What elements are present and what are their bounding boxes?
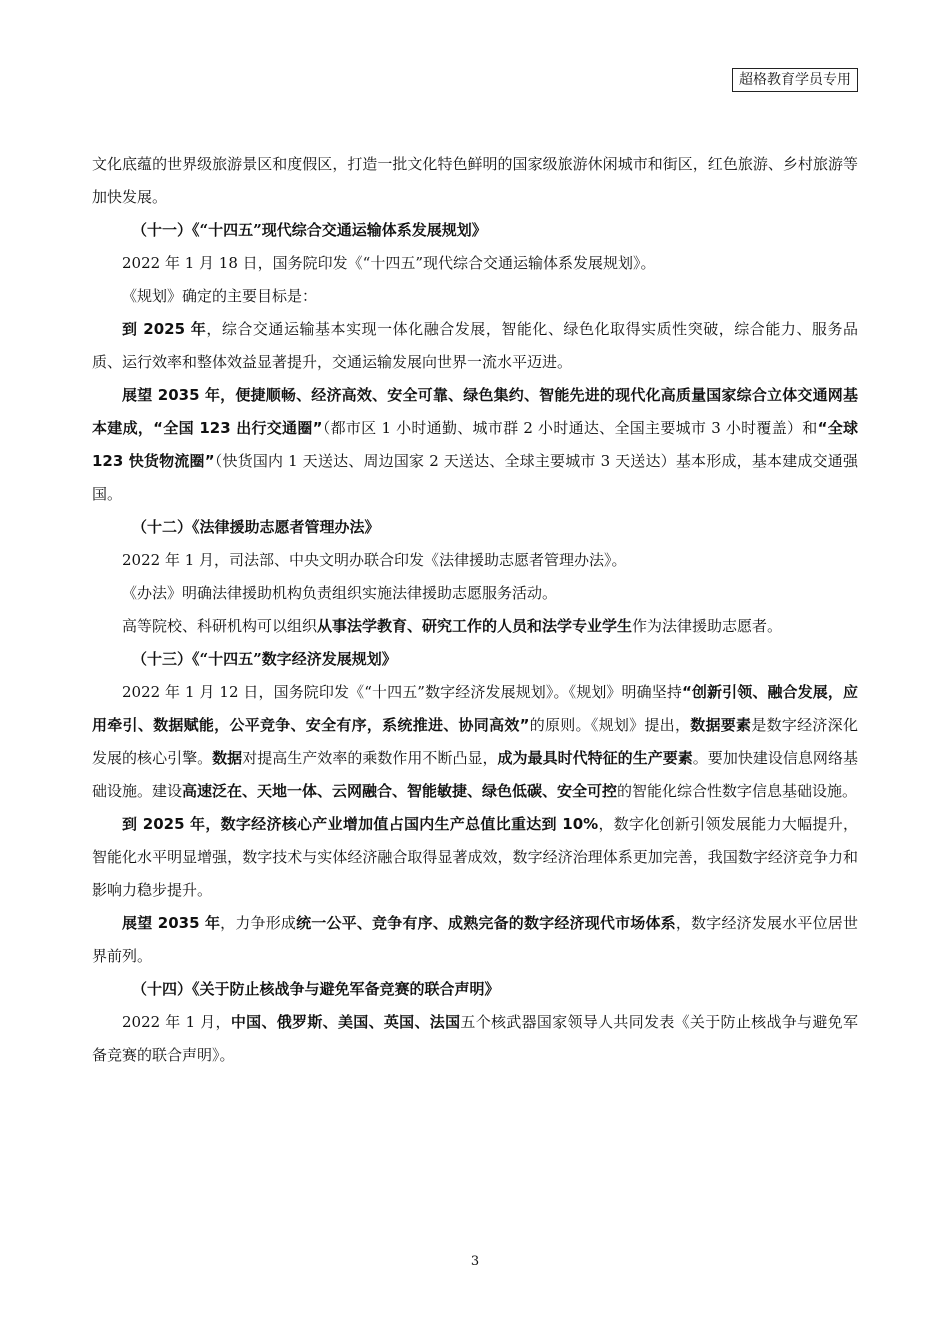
document-body — [92, 148, 858, 1072]
bold-text: 展望 2035 年，便捷顺畅、经济高效、安全可靠、绿色集约、智能先进的现代化高质量国家综合立体交通网基本建成，“全国 123 出行交通圈” — [92, 386, 858, 437]
text: 2022 年 1 月， — [122, 1013, 231, 1031]
text: 五个核武器国家领导人共同发表《关于防止核战争与避免军备竞赛的联合声明》。 — [92, 1013, 858, 1064]
text: 对提高生产效率的乘数作用不断凸显， — [242, 749, 498, 767]
paragraph — [92, 808, 858, 907]
text: 是数字经济深化发展的核心引擎。 — [92, 716, 858, 767]
paragraph: 2022 年 1 月，司法部、中央文明办联合印发《法律援助志愿者管理办法》。 — [122, 551, 627, 569]
bold-text: 中国、俄罗斯、美国、英国、法国 — [230, 1013, 461, 1031]
section-heading: （十四）《关于防止核战争与避免军备竞赛的联合声明》 — [132, 980, 500, 998]
text: 作为法律援助志愿者。 — [632, 617, 783, 635]
bold-text: 数据 — [212, 749, 243, 767]
paragraph — [92, 610, 858, 643]
page-number: 3 — [470, 1254, 480, 1269]
section-heading: （十二）《法律援助志愿者管理办法》 — [132, 518, 380, 536]
text: ，综合交通运输基本实现一体化融合发展，智能化、绿色化取得实质性突破，综合能力、服务品质、运行效率和整体效益显著提升，交通运输发展向世界一流水平迈进。 — [92, 320, 858, 371]
bold-text: 从事法学教育、研究工作的人员和法学专业学生 — [317, 617, 633, 635]
paragraph — [92, 379, 858, 511]
paragraph — [92, 907, 858, 973]
bold-text: 高速泛在、天地一体、云网融合、智能敏捷、绿色低碳、安全可控 — [182, 782, 618, 800]
paragraph: 《办法》明确法律援助机构负责组织实施法律援助志愿服务活动。 — [122, 584, 558, 602]
text: ，数字经济发展水平位居世界前列。 — [92, 914, 858, 965]
paragraph — [92, 1006, 858, 1072]
bold-text: 到 2025 年 — [122, 320, 207, 338]
watermark-stamp: 超格教育学员专用 — [732, 68, 858, 92]
bold-text: 到 2025 年，数字经济核心产业增加值占国内生产总值比重达到 10% — [122, 815, 599, 833]
text: 高等院校、科研机构可以组织 — [122, 617, 318, 635]
text: 的原则。《规划》提出， — [529, 716, 691, 734]
text: ，数字化创新引领发展能力大幅提升，智能化水平明显增强，数字技术与实体经济融合取得显著成效，数字经济治理体系更加完善，我国数字经济竞争力和影响力稳步提升。 — [92, 815, 858, 899]
paragraph — [92, 676, 858, 808]
text: （快货国内 1 天送达、周边国家 2 天送达、全球主要城市 3 天送达）基本形成，基本建成交通强国。 — [92, 452, 858, 503]
paragraph — [92, 313, 858, 379]
text: 的智能化综合性数字信息基础设施。 — [617, 782, 858, 800]
text: 。要加快建设信息网络基础设施。建设 — [92, 749, 858, 800]
paragraph: 《规划》确定的主要目标是： — [122, 287, 318, 305]
text: （都市区 1 小时通勤、城市群 2 小时通达、全国主要城市 3 小时覆盖）和 — [322, 419, 818, 437]
bold-text: “全球 123 快货物流圈” — [92, 419, 858, 470]
bold-text: 统一公平、竞争有序、成熟完备的数字经济现代市场体系 — [296, 914, 676, 932]
paragraph: 2022 年 1 月 18 日，国务院印发《“十四五”现代综合交通运输体系发展规划》。 — [122, 254, 656, 272]
text: ，力争形成 — [220, 914, 297, 932]
text: 2022 年 1 月 12 日，国务院印发《“十四五”数字经济发展规划》。《规划》明确坚持 — [122, 683, 682, 701]
bold-text: 展望 2035 年 — [122, 914, 221, 932]
section-heading: （十三）《“十四五”数字经济发展规划》 — [132, 650, 397, 668]
bold-text: 成为最具时代特征的生产要素 — [497, 749, 693, 767]
bold-text: “创新引领、融合发展，应用牵引、数据赋能，公平竞争、安全有序，系统推进、协同高效” — [92, 683, 858, 734]
bold-text: 数据要素 — [690, 716, 752, 734]
section-heading: （十一）《“十四五”现代综合交通运输体系发展规划》 — [132, 221, 487, 239]
paragraph: 文化底蕴的世界级旅游景区和度假区，打造一批文化特色鲜明的国家级旅游休闲城市和街区，红色旅游、乡村旅游等加快发展。 — [92, 155, 858, 206]
